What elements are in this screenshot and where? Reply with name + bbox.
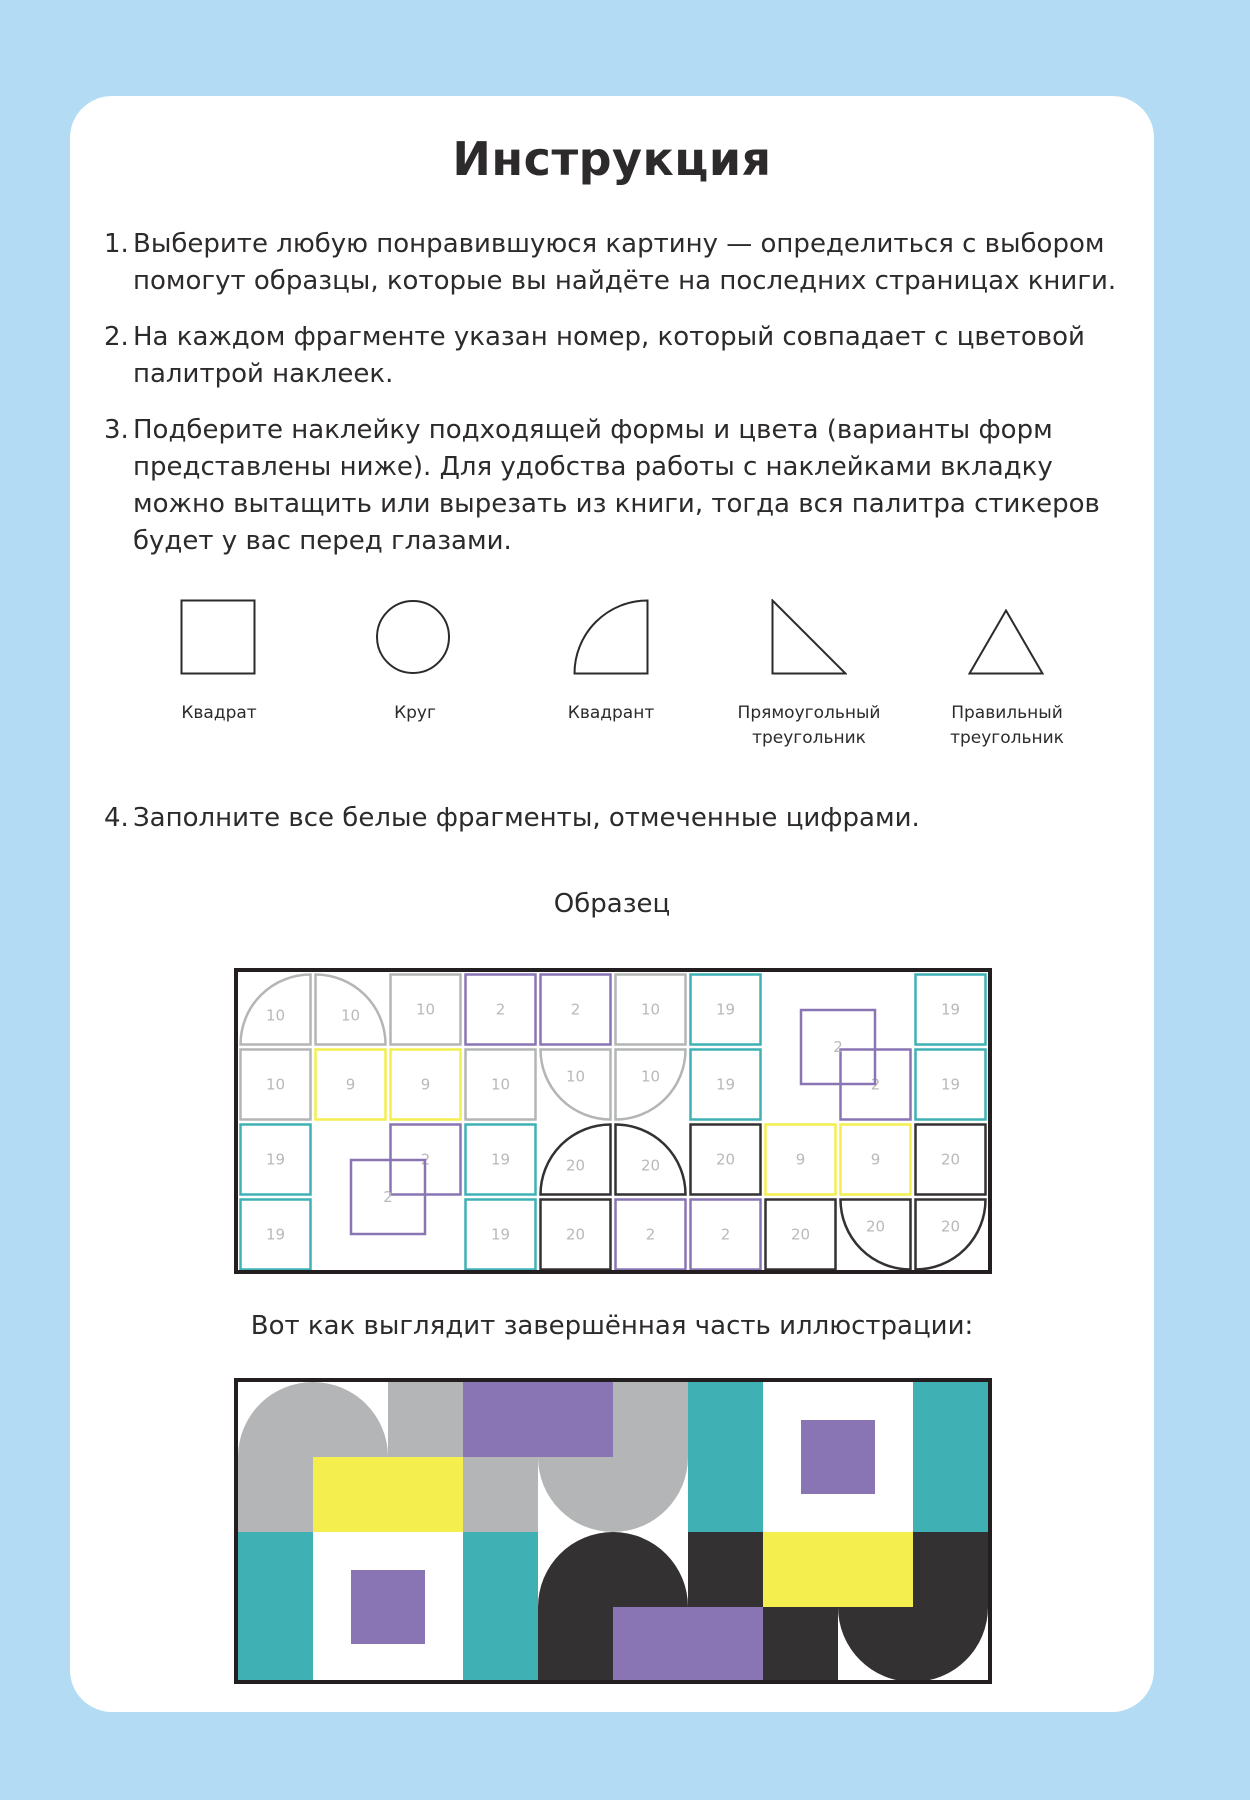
cell-number: 20 (565, 1225, 586, 1244)
cell-number: 19 (265, 1225, 286, 1244)
quadrant-block (613, 1457, 688, 1532)
step-number: 1. (104, 229, 129, 259)
cell-number: 2 (833, 1038, 843, 1056)
fill-block (763, 1532, 913, 1607)
step-number: 4. (104, 803, 129, 833)
fill-block (913, 1382, 988, 1532)
cell-number: 20 (640, 1156, 661, 1175)
steps-list (104, 226, 1124, 579)
quadrant-block (538, 1532, 613, 1607)
cell-number: 20 (715, 1150, 736, 1169)
cell-number: 9 (870, 1150, 881, 1169)
step-number: 2. (104, 322, 129, 352)
shape-label-square: Квадрат (181, 703, 257, 723)
fill-block (463, 1532, 538, 1682)
cell-number: 19 (490, 1225, 511, 1244)
cell-number: 10 (565, 1067, 586, 1086)
completed-illustration (234, 1378, 992, 1684)
cell-number: 20 (790, 1225, 811, 1244)
cell-number: 19 (940, 1000, 961, 1019)
cell-number: 9 (345, 1075, 356, 1094)
cell-number: 2 (720, 1225, 731, 1244)
square-shape-icon (180, 599, 256, 675)
cell-number: 10 (265, 1075, 286, 1094)
fill-block (238, 1532, 313, 1682)
fill-block (463, 1457, 538, 1532)
shape-label-equilateral-triangle: Правильный треугольник (950, 703, 1064, 748)
circle-shape-icon (375, 599, 451, 675)
fill-block (613, 1382, 688, 1457)
quadrant-block (838, 1607, 913, 1682)
shape-label-right-triangle: Прямоугольный треугольник (737, 703, 881, 748)
sample-heading: Образец (553, 889, 671, 919)
quadrant-block (538, 1457, 613, 1532)
completed-heading: Вот как выглядит завершённая часть иллюстрации: (250, 1311, 974, 1341)
cell-number: 2 (570, 1000, 581, 1019)
cell-number: 19 (940, 1075, 961, 1094)
step-3 (104, 412, 1124, 560)
cell-number: 10 (640, 1067, 661, 1086)
cell-number: 10 (640, 1000, 661, 1019)
quadrant-block (238, 1382, 313, 1457)
cell-number: 20 (565, 1156, 586, 1175)
step-number: 3. (104, 415, 129, 445)
cell-number: 2 (495, 1000, 506, 1019)
cell-number: 20 (940, 1150, 961, 1169)
cell-number: 19 (490, 1150, 511, 1169)
cell-number: 19 (715, 1075, 736, 1094)
cell-number: 9 (420, 1075, 431, 1094)
instruction-card (70, 96, 1154, 1712)
cell-number: 19 (715, 1000, 736, 1019)
inner-purple-square (801, 1420, 875, 1494)
cell-number: 20 (865, 1217, 886, 1236)
step-text: Подберите наклейку подходящей формы и цвета (варианты форм представлены ниже). Для удобства работы с наклейками вкладку можно вытащить или вырезать из книги, тогда вся палитра стикеров будет у вас перед глазами. (133, 415, 1100, 556)
cell-number: 20 (940, 1217, 961, 1236)
fill-block (763, 1607, 838, 1682)
quadrant-block (613, 1532, 688, 1607)
step-1 (104, 226, 1124, 300)
quadrant-block (913, 1607, 988, 1682)
fill-block (538, 1607, 613, 1682)
step-text: Выберите любую понравившуюся картину — определиться с выбором помогут образцы, которые вы найдёте на последних страницах книги. (133, 229, 1117, 296)
step-text: Заполните все белые фрагменты, отмеченные цифрами. (133, 803, 920, 833)
fill-block (688, 1382, 763, 1532)
fill-block (688, 1532, 763, 1607)
shape-label-circle: Круг (394, 703, 436, 723)
step-4 (104, 800, 920, 837)
inner-purple-square (351, 1570, 425, 1644)
cell-number: 9 (795, 1150, 806, 1169)
cell-number: 2 (383, 1188, 393, 1206)
fill-block (313, 1457, 463, 1532)
quadrant-block (313, 1382, 388, 1457)
cell-number: 19 (265, 1150, 286, 1169)
fill-block (913, 1532, 988, 1607)
sample-puzzle-grid (234, 968, 992, 1274)
right-triangle-shape-icon (771, 599, 847, 675)
cell-number: 10 (490, 1075, 511, 1094)
page-title: Инструкция (452, 132, 772, 186)
cell-number: 2 (645, 1225, 656, 1244)
equilateral-triangle-shape-icon (968, 609, 1044, 675)
cell-number: 10 (340, 1006, 361, 1025)
cell-number: 10 (265, 1006, 286, 1025)
cell-number: 10 (415, 1000, 436, 1019)
fill-block (613, 1607, 763, 1682)
fill-block (463, 1382, 613, 1457)
shape-label-quadrant: Квадрант (567, 703, 655, 723)
cell-number: 2 (870, 1075, 881, 1094)
step-2 (104, 319, 1124, 393)
step-text: На каждом фрагменте указан номер, который совпадает с цветовой палитрой наклеек. (133, 322, 1085, 389)
fill-block (238, 1457, 313, 1532)
quadrant-shape-icon (573, 599, 649, 675)
fill-block (388, 1382, 463, 1457)
cell-number: 2 (420, 1150, 431, 1169)
